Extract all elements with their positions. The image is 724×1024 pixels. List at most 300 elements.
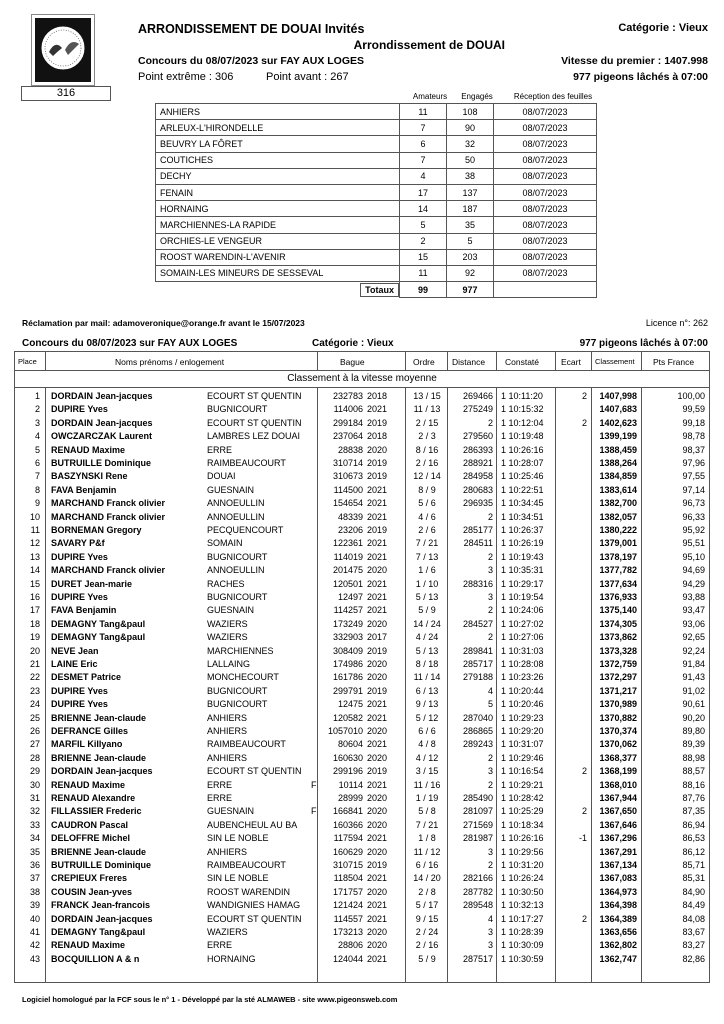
order: 2 / 15 [415, 417, 439, 428]
order: 5 / 17 [415, 900, 439, 911]
ring-year: 2021 [367, 779, 388, 790]
commune-engages: 203 [447, 249, 494, 265]
ring-number: 12475 [337, 699, 363, 710]
distance: 287782 [462, 886, 493, 897]
ring-year: 2020 [367, 672, 388, 683]
speed: 1362,747 [599, 953, 637, 964]
distance: 280683 [462, 484, 493, 495]
locality: ERRE [207, 793, 233, 803]
clocked-time: 1 10:31:20 [501, 860, 544, 870]
result-row [15, 457, 709, 470]
ring-number: 174986 [332, 659, 363, 669]
fancier-name: BRIENNE Jean-claude [51, 846, 147, 857]
clocked-time: 1 10:30:09 [501, 940, 544, 951]
distance: 285177 [462, 525, 493, 535]
ring-year: 2021 [367, 953, 388, 964]
ring-number: 173213 [332, 927, 363, 937]
points: 98,78 [682, 431, 705, 442]
distance: 296935 [462, 498, 493, 509]
place: 17 [29, 605, 40, 616]
ring-number: 118504 [333, 873, 363, 884]
locality: BUGNICOURT [207, 404, 268, 415]
commune-row [156, 120, 597, 136]
col-ecart: Ecart [561, 357, 581, 367]
speed: 1380,222 [599, 525, 637, 535]
clocked-time: 1 10:26:16 [501, 833, 544, 844]
place: 11 [30, 525, 40, 535]
locality: WAZIERS [207, 927, 248, 937]
distance: 3 [487, 766, 493, 777]
points: 83,67 [682, 927, 705, 937]
points: 86,53 [682, 833, 705, 844]
ring-year: 2021 [367, 605, 388, 616]
points: 93,88 [682, 592, 705, 602]
col-constate: Constaté [505, 357, 540, 367]
ring-number: 171757 [332, 886, 363, 897]
total-engages: 977 [447, 282, 494, 298]
order: 1 / 6 [418, 565, 436, 576]
order: 13 / 15 [413, 391, 441, 401]
commune-amateurs: 11 [400, 265, 447, 281]
speed-first: Vitesse du premier : 1407.998 [561, 55, 708, 67]
ring-number: 12497 [337, 592, 363, 602]
locality: LAMBRES LEZ DOUAI [207, 431, 301, 442]
result-row [15, 926, 709, 939]
ring-year: 2018 [367, 431, 388, 442]
place: 14 [29, 565, 40, 576]
commune-name: COUTICHES [156, 152, 400, 168]
col-name: Noms prénoms / enlogement [115, 357, 225, 367]
result-row [15, 671, 709, 684]
col-engages: Engagés [461, 92, 493, 101]
commune-name: FENAIN [156, 184, 400, 200]
fancier-name: CREPIEUX Freres [51, 873, 128, 884]
points: 98,37 [682, 444, 705, 455]
ring-number: 299196 [332, 766, 363, 777]
distance: 2 [487, 605, 493, 616]
ring-year: 2020 [367, 806, 388, 817]
place: 8 [34, 484, 40, 495]
fancier-name: DEFRANCE Gilles [51, 726, 129, 736]
locality: ANHIERS [207, 752, 248, 763]
results-header [14, 351, 710, 371]
place: 36 [29, 860, 40, 870]
place: 38 [29, 886, 40, 897]
fancier-name: BRIENNE Jean-claude [51, 712, 147, 723]
clocked-time: 1 10:19:43 [501, 551, 544, 562]
ring-year: 2020 [367, 752, 388, 763]
fancier-name: BORNEMAN Gregory [51, 525, 142, 535]
result-row [15, 390, 709, 403]
clocked-time: 1 10:26:24 [501, 873, 544, 884]
clocked-time: 1 10:26:19 [501, 538, 544, 549]
order: 11 / 13 [413, 404, 441, 415]
totals-label: Totaux [360, 283, 399, 297]
clocked-time: 1 10:20:44 [501, 685, 544, 696]
distance: 284527 [462, 618, 493, 629]
result-row [15, 819, 709, 832]
fancier-name: DESMET Patrice [51, 672, 122, 683]
ring-number: 121424 [332, 900, 363, 911]
fancier-name: BUTRUILLE Dominique [51, 458, 151, 468]
fancier-name: FILLASSIER Frederic [51, 806, 142, 817]
col-bague: Bague [340, 357, 365, 367]
place: 2 [34, 404, 40, 415]
points: 84,08 [682, 913, 705, 924]
speed: 1372,759 [599, 659, 637, 669]
distance: 286393 [462, 444, 493, 455]
distance: 2 [487, 752, 493, 763]
page-title: ARRONDISSEMENT DE DOUAI Invités [138, 22, 365, 36]
locality: ANHIERS [207, 726, 248, 736]
pigeon-logo-icon [35, 18, 91, 82]
gap: 2 [581, 391, 587, 401]
speed: 1384,859 [599, 471, 637, 482]
ring-year: 2020 [367, 927, 388, 937]
clocked-time: 1 10:27:02 [501, 618, 544, 629]
result-row [15, 564, 709, 577]
fancier-name: DORDAIN Jean-jacques [51, 391, 153, 401]
ring-year: 2021 [367, 484, 388, 495]
distance: 2 [487, 779, 493, 790]
results-released: 977 pigeons lâchés à 07:00 [579, 338, 708, 349]
clocked-time: 1 10:28:39 [501, 927, 544, 937]
fancier-name: DURET Jean-marie [51, 578, 133, 589]
order: 8 / 16 [415, 444, 439, 455]
fancier-name: DUPIRE Yves [51, 699, 108, 710]
distance: 2 [487, 860, 493, 870]
ring-year: 2020 [367, 659, 388, 669]
points: 93,06 [682, 618, 705, 629]
distance: 286865 [462, 726, 493, 736]
locality: GUESNAIN [207, 806, 255, 817]
ring-number: 10114 [338, 779, 363, 790]
order: 9 / 15 [415, 913, 439, 924]
speed: 1402,623 [599, 417, 637, 428]
locality: BUGNICOURT [207, 685, 268, 696]
results-table [14, 371, 710, 983]
points: 99,18 [682, 417, 705, 428]
place: 25 [29, 712, 40, 723]
order: 6 / 16 [415, 860, 439, 870]
commune-engages: 108 [447, 104, 494, 120]
points: 97,96 [682, 458, 705, 468]
speed: 1364,973 [599, 886, 637, 897]
distance: 285717 [462, 659, 493, 669]
commune-name: HORNAING [156, 201, 400, 217]
order: 5 / 13 [415, 592, 439, 602]
points: 95,51 [682, 538, 705, 549]
locality: ANHIERS [207, 846, 248, 857]
clocked-time: 1 10:28:07 [501, 458, 544, 468]
locality: ECOURT ST QUENTIN [207, 417, 302, 428]
speed: 1368,199 [599, 766, 637, 777]
result-row [15, 685, 709, 698]
result-row [15, 537, 709, 550]
commune-row [156, 168, 597, 184]
ring-number: 117594 [333, 833, 363, 844]
ring-number: 201475 [332, 565, 363, 576]
commune-name: SOMAIN-LES MINEURS DE SESSEVAL [156, 265, 400, 281]
ring-number: 114006 [333, 404, 363, 415]
result-row [15, 484, 709, 497]
fancier-name: DUPIRE Yves [51, 551, 108, 562]
fancier-name: DORDAIN Jean-jacques [51, 417, 153, 428]
speed: 1376,933 [599, 592, 637, 602]
footer-note: Logiciel homologué par la FCF sous le n° 1 - Développé par la sté ALMAWEB - site www.pigeonsweb.com [22, 995, 398, 1004]
points: 84,49 [682, 900, 705, 911]
locality: SIN LE NOBLE [207, 833, 269, 844]
locality: SOMAIN [207, 538, 243, 549]
place: 26 [29, 726, 40, 736]
ring-year: 2017 [367, 632, 388, 643]
order: 1 / 10 [415, 578, 439, 589]
commune-date: 08/07/2023 [494, 217, 597, 233]
clocked-time: 1 10:27:06 [501, 632, 544, 643]
ring-number: 28806 [337, 940, 363, 951]
ring-number: 299791 [332, 685, 363, 696]
ring-number: 23206 [337, 525, 363, 535]
fancier-name: BRIENNE Jean-claude [51, 752, 147, 763]
order: 2 / 24 [415, 927, 439, 937]
ring-year: 2021 [367, 833, 388, 844]
clocked-time: 1 10:34:45 [501, 498, 544, 509]
commune-engages: 187 [447, 201, 494, 217]
fancier-name: MARCHAND Franck olivier [51, 511, 166, 522]
commune-engages: 90 [447, 120, 494, 136]
ring-year: 2020 [367, 940, 388, 951]
commune-row [156, 184, 597, 200]
fancier-name: MARFIL Killyano [51, 739, 123, 750]
clocked-time: 1 10:31:07 [501, 739, 544, 750]
points: 89,80 [682, 726, 705, 736]
commune-date: 08/07/2023 [494, 233, 597, 249]
clocked-time: 1 10:18:34 [501, 819, 544, 830]
distance: 281987 [462, 833, 493, 844]
order: 4 / 24 [415, 632, 439, 643]
commune-engages: 137 [447, 184, 494, 200]
locality: ECOURT ST QUENTIN [207, 391, 302, 401]
fancier-name: COUSIN Jean-yves [51, 886, 133, 897]
result-row [15, 939, 709, 952]
order: 2 / 16 [415, 940, 439, 951]
distance: 3 [487, 592, 493, 602]
distance: 2 [487, 417, 493, 428]
commune-engages: 32 [447, 136, 494, 152]
points: 90,20 [682, 712, 705, 723]
result-row [15, 712, 709, 725]
ring-number: 28999 [337, 793, 363, 803]
speed: 1364,389 [599, 913, 637, 924]
order: 5 / 9 [418, 953, 436, 964]
speed: 1367,944 [599, 793, 637, 803]
points: 100,00 [677, 391, 705, 401]
result-row [15, 551, 709, 564]
result-row [15, 645, 709, 658]
speed: 1372,297 [599, 672, 637, 683]
points: 87,35 [682, 806, 705, 817]
speed: 1373,328 [599, 645, 637, 656]
distance: 2 [487, 632, 493, 643]
fancier-name: FRANCK Jean-francois [51, 900, 151, 911]
place: 34 [29, 833, 40, 844]
place: 35 [29, 846, 40, 857]
commune-amateurs: 7 [400, 152, 447, 168]
points: 85,71 [682, 860, 705, 870]
commune-amateurs: 4 [400, 168, 447, 184]
place: 43 [29, 953, 40, 964]
locality: GUESNAIN [207, 484, 255, 495]
points: 87,76 [682, 793, 705, 803]
points: 94,29 [682, 578, 705, 589]
order: 2 / 8 [418, 886, 436, 897]
points: 96,73 [682, 498, 705, 509]
clocked-time: 1 10:29:21 [501, 779, 544, 790]
results-contest: Concours du 08/07/2023 sur FAY AUX LOGES [22, 338, 238, 349]
points: 91,43 [682, 672, 705, 683]
result-row [15, 591, 709, 604]
clocked-time: 1 10:19:54 [501, 592, 544, 602]
points: 99,59 [682, 404, 705, 415]
order: 3 / 15 [415, 766, 439, 777]
fancier-name: FAVA Benjamin [51, 605, 117, 616]
ring-year: 2021 [367, 712, 388, 723]
order: 7 / 13 [415, 551, 439, 562]
locality: BUGNICOURT [207, 699, 268, 710]
commune-row [156, 104, 597, 120]
result-row [15, 792, 709, 805]
clocked-time: 1 10:31:03 [501, 645, 544, 656]
result-row [15, 444, 709, 457]
speed: 1388,264 [599, 458, 637, 468]
gap: 2 [581, 417, 587, 428]
ring-year: 2020 [367, 846, 388, 857]
place: 28 [29, 752, 40, 763]
distance: 282166 [462, 873, 493, 884]
commune-name: ROOST WARENDIN-L'AVENIR [156, 249, 400, 265]
locality: WANDIGNIES HAMAG [207, 900, 301, 911]
distance: 275249 [462, 404, 493, 415]
place: 12 [29, 538, 40, 549]
result-row [15, 859, 709, 872]
distance: 289243 [462, 739, 493, 750]
ring-year: 2020 [367, 618, 388, 629]
locality: WAZIERS [207, 618, 248, 629]
ring-number: 114019 [333, 551, 363, 562]
ring-number: 310714 [332, 458, 363, 468]
speed: 1377,634 [599, 578, 637, 589]
result-row [15, 497, 709, 510]
ring-number: 114500 [333, 484, 363, 495]
col-classement: Classement [595, 357, 635, 366]
clocked-time: 1 10:15:32 [501, 404, 544, 415]
result-row [15, 779, 709, 792]
ring-year: 2019 [367, 525, 388, 535]
order: 12 / 14 [413, 471, 441, 482]
commune-engages: 38 [447, 168, 494, 184]
gap: -1 [578, 833, 587, 844]
ring-number: 160366 [332, 819, 363, 830]
points: 84,90 [682, 886, 705, 897]
subtitle-text: Arrondissement de DOUAI [353, 38, 505, 52]
clocked-time: 1 10:35:31 [501, 565, 544, 576]
points: 88,16 [682, 779, 705, 790]
fancier-name: BUTRUILLE Dominique [51, 860, 151, 870]
box-number: 316 [21, 86, 111, 101]
result-row [15, 511, 709, 524]
place: 4 [34, 431, 40, 442]
order: 4 / 12 [415, 752, 439, 763]
speed: 1367,646 [599, 819, 637, 830]
speed: 1367,650 [599, 806, 637, 817]
result-row [15, 738, 709, 751]
locality: ANNOEULLIN [207, 511, 265, 522]
place: 6 [34, 458, 40, 468]
locality: ANNOEULLIN [207, 565, 265, 576]
speed: 1374,305 [599, 618, 637, 629]
order: 5 / 13 [415, 645, 439, 656]
place: 19 [29, 632, 40, 643]
order: 6 / 13 [415, 685, 439, 696]
ring-number: 114257 [333, 605, 363, 616]
place: 41 [29, 927, 40, 937]
points: 85,31 [682, 873, 705, 884]
place: 20 [29, 645, 40, 656]
speed: 1377,782 [599, 565, 637, 576]
distance: 2 [487, 551, 493, 562]
ring-number: 332903 [332, 632, 363, 643]
commune-amateurs: 14 [400, 201, 447, 217]
locality: RAIMBEAUCOURT [207, 458, 286, 468]
ring-year: 2020 [367, 726, 388, 736]
distance: 284511 [463, 538, 493, 549]
distance: 3 [487, 565, 493, 576]
points: 95,10 [682, 551, 705, 562]
commune-amateurs: 15 [400, 249, 447, 265]
distance: 4 [487, 685, 493, 696]
commune-row [156, 249, 597, 265]
place: 22 [29, 672, 40, 683]
points: 91,02 [682, 685, 705, 696]
speed: 1367,083 [599, 873, 637, 884]
distance: 271569 [462, 819, 493, 830]
clocked-time: 1 10:26:16 [501, 444, 544, 455]
distance: 3 [487, 846, 493, 857]
ring-year: 2021 [367, 592, 388, 602]
order: 11 / 12 [413, 846, 441, 857]
ring-number: 122361 [332, 538, 363, 549]
commune-amateurs: 17 [400, 184, 447, 200]
ring-year: 2021 [367, 538, 388, 549]
result-row [15, 618, 709, 631]
speed: 1378,197 [599, 551, 637, 562]
clocked-time: 1 10:11:20 [501, 391, 543, 401]
points: 89,39 [682, 739, 705, 750]
clocked-time: 1 10:32:13 [501, 900, 544, 911]
fancier-name: CAUDRON Pascal [51, 819, 129, 830]
place: 40 [29, 913, 40, 924]
speed: 1364,398 [599, 900, 637, 911]
clocked-time: 1 10:28:42 [501, 793, 544, 803]
result-row [15, 470, 709, 483]
order: 6 / 6 [418, 726, 436, 736]
place: 39 [29, 900, 40, 911]
category-label: Catégorie : Vieux [618, 22, 708, 34]
ring-number: 232783 [332, 391, 363, 401]
ring-year: 2021 [367, 578, 388, 589]
ring-number: 124044 [332, 953, 363, 964]
order: 1 / 19 [415, 793, 439, 803]
